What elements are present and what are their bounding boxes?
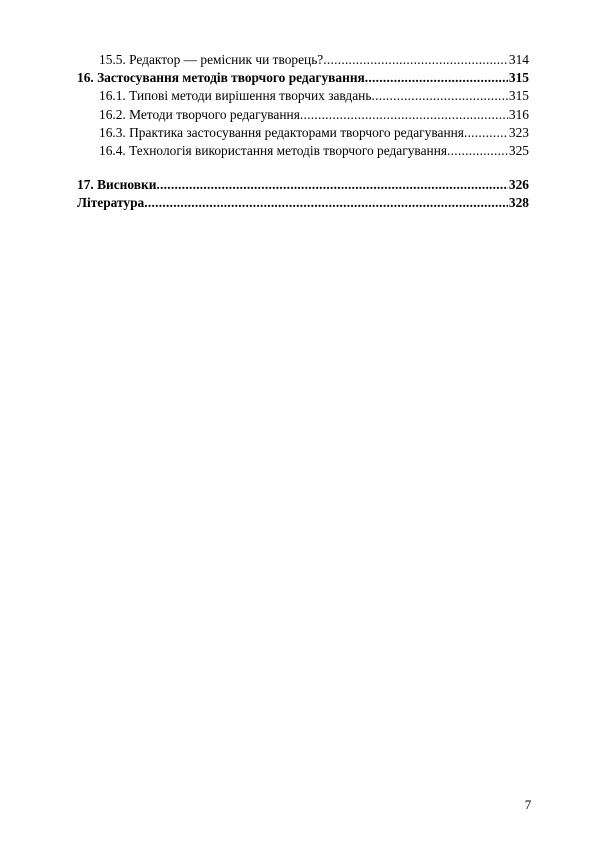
- toc-dot-leader: [371, 87, 507, 105]
- toc-entry-title: 16.3. Практика застосування редакторами творчого редагування: [99, 124, 464, 140]
- toc-dot-leader: [156, 176, 507, 194]
- toc-entry-page: 325: [508, 142, 529, 158]
- toc-dot-leader: [144, 194, 508, 212]
- toc-entry-title: 15.5. Редактор — ремісник чи творець?: [99, 52, 324, 67]
- toc-dot-leader: [447, 142, 508, 160]
- toc-entry-title: 17. Висновки: [77, 177, 157, 193]
- toc-group: [77, 176, 529, 212]
- toc-entry-title: 16. Застосування методів творчого редагування: [77, 70, 365, 86]
- toc-entry-page: 328: [508, 195, 529, 211]
- table-of-contents: [77, 51, 529, 213]
- toc-entry-page: 314: [508, 52, 529, 67]
- toc-entry: [77, 51, 529, 69]
- toc-entry-title: Література: [77, 195, 145, 211]
- toc-dot-leader: [300, 106, 508, 124]
- toc-entry: [77, 106, 529, 124]
- toc-entry-title: 16.1. Типові методи вирішення творчих завдань: [99, 88, 372, 104]
- toc-entry: [77, 194, 529, 212]
- toc-entry: [77, 87, 529, 105]
- toc-dot-leader: [464, 124, 508, 142]
- toc-entry-page: 316: [508, 106, 529, 122]
- toc-entry-page: 315: [508, 88, 529, 104]
- toc-entry-page: 315: [508, 70, 529, 86]
- toc-group: [77, 51, 529, 160]
- toc-dot-leader: [323, 51, 508, 69]
- toc-entry: [77, 124, 529, 142]
- page-number: 7: [524, 797, 532, 812]
- toc-entry: [77, 69, 529, 87]
- toc-entry-title: 16.2. Методи творчого редагування: [99, 106, 300, 122]
- toc-entry-page: 326: [508, 177, 529, 193]
- toc-group-spacer: [77, 160, 529, 176]
- toc-entry-title: 16.4. Технологія використання методів творчого редагування: [99, 142, 448, 158]
- toc-dot-leader: [365, 69, 508, 87]
- toc-entry-page: 323: [508, 124, 529, 140]
- toc-entry: [77, 176, 529, 194]
- toc-entry: [77, 142, 529, 160]
